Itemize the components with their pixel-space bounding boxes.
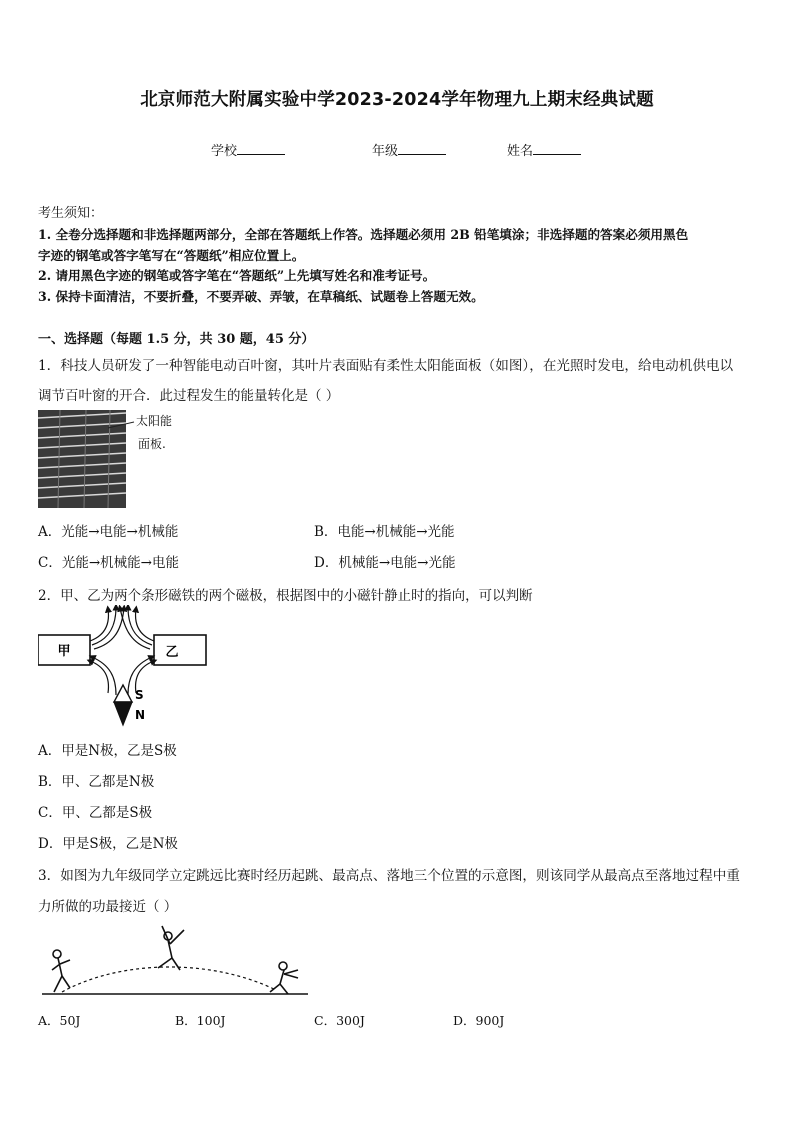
name-field[interactable] bbox=[507, 140, 581, 159]
q1-stem-line2: 调节百叶窗的开合．此过程发生的能量转化是（ ） bbox=[38, 388, 340, 404]
q2-magnet-jia: 甲 bbox=[57, 644, 71, 659]
q3-jumper-landing bbox=[270, 962, 298, 994]
q2-option-a[interactable]: A．甲是N极，乙是S极 bbox=[38, 743, 177, 759]
q3-long-jump-figure bbox=[40, 922, 312, 998]
name-label: 姓名 bbox=[507, 144, 534, 159]
q2-magnet-yi: 乙 bbox=[165, 645, 179, 660]
q3-option-a[interactable]: A．50J bbox=[38, 1013, 81, 1028]
school-field[interactable] bbox=[211, 140, 285, 159]
notice-line-1b: 字迹的钢笔或答字笔写在“答题纸”相应位置上。 bbox=[38, 248, 305, 263]
q3-option-c[interactable]: C．300J bbox=[314, 1013, 365, 1028]
q2-option-b[interactable]: B．甲、乙都是N极 bbox=[38, 774, 155, 790]
notice-line-3: 3. 保持卡面清洁，不要折叠，不要弄破、弄皱，在草稿纸、试题卷上答题无效。 bbox=[38, 289, 484, 304]
q3-jumper-peak bbox=[158, 926, 184, 970]
grade-blank[interactable] bbox=[398, 142, 446, 155]
school-blank[interactable] bbox=[237, 142, 285, 155]
page-title: 北京师范大附属实验中学2023-2024学年物理九上期末经典试题 bbox=[140, 90, 654, 110]
q2-needle-s: S bbox=[135, 688, 144, 702]
q2-option-c[interactable]: C．甲、乙都是S极 bbox=[38, 805, 153, 821]
notice-heading: 考生须知： bbox=[38, 206, 104, 221]
q1-stem-line1: 1．科技人员研发了一种智能电动百叶窗，其叶片表面贴有柔性太阳能面板（如图），在光照时发电，给电动机供电以 bbox=[38, 358, 734, 374]
q3-stem-line1: 3．如图为九年级同学立定跳远比赛时经历起跳、最高点、落地三个位置的示意图，则该同学从最高点至落地过程中重 bbox=[38, 868, 740, 884]
q2-needle-n: N bbox=[135, 708, 146, 722]
q1-option-b[interactable]: B．电能→机械能→光能 bbox=[314, 524, 455, 540]
q3-option-d[interactable]: D．900J bbox=[453, 1013, 505, 1028]
school-label: 学校 bbox=[211, 144, 238, 159]
q3-jumper-takeoff bbox=[52, 950, 70, 992]
q2-option-d[interactable]: D．甲是S极，乙是N极 bbox=[38, 836, 178, 852]
q1-option-d[interactable]: D．机械能→电能→光能 bbox=[314, 555, 456, 571]
grade-label: 年级 bbox=[372, 144, 399, 159]
q3-option-b[interactable]: B．100J bbox=[175, 1013, 226, 1028]
q1-option-c[interactable]: C．光能→机械能→电能 bbox=[38, 555, 179, 571]
q2-stem: 2．甲、乙为两个条形磁铁的两个磁极，根据图中的小磁针静止时的指向，可以判断 bbox=[38, 588, 533, 604]
section-heading: 一、选择题（每题 1.5 分，共 30 题，45 分） bbox=[38, 332, 315, 347]
q1-solar-blind-figure bbox=[38, 410, 174, 510]
notice-line-1a: 1. 全卷分选择题和非选择题两部分，全部在答题纸上作答。选择题必须用 2B 铅笔填涂；非选择题的答案必须用黑色 bbox=[38, 227, 689, 242]
q3-stem-line2: 力所做的功最接近（ ） bbox=[38, 899, 178, 915]
name-blank[interactable] bbox=[533, 142, 581, 155]
notice-line-2: 2. 请用黑色字迹的钢笔或答字笔在“答题纸”上先填写姓名和准考证号。 bbox=[38, 268, 436, 283]
q1-fig-label1: 太阳能 bbox=[136, 414, 173, 428]
q2-magnet-figure bbox=[38, 605, 208, 727]
q1-option-a[interactable]: A．光能→电能→机械能 bbox=[38, 524, 179, 540]
grade-field[interactable] bbox=[372, 140, 446, 159]
q1-fig-label2: 面板. bbox=[138, 437, 166, 451]
